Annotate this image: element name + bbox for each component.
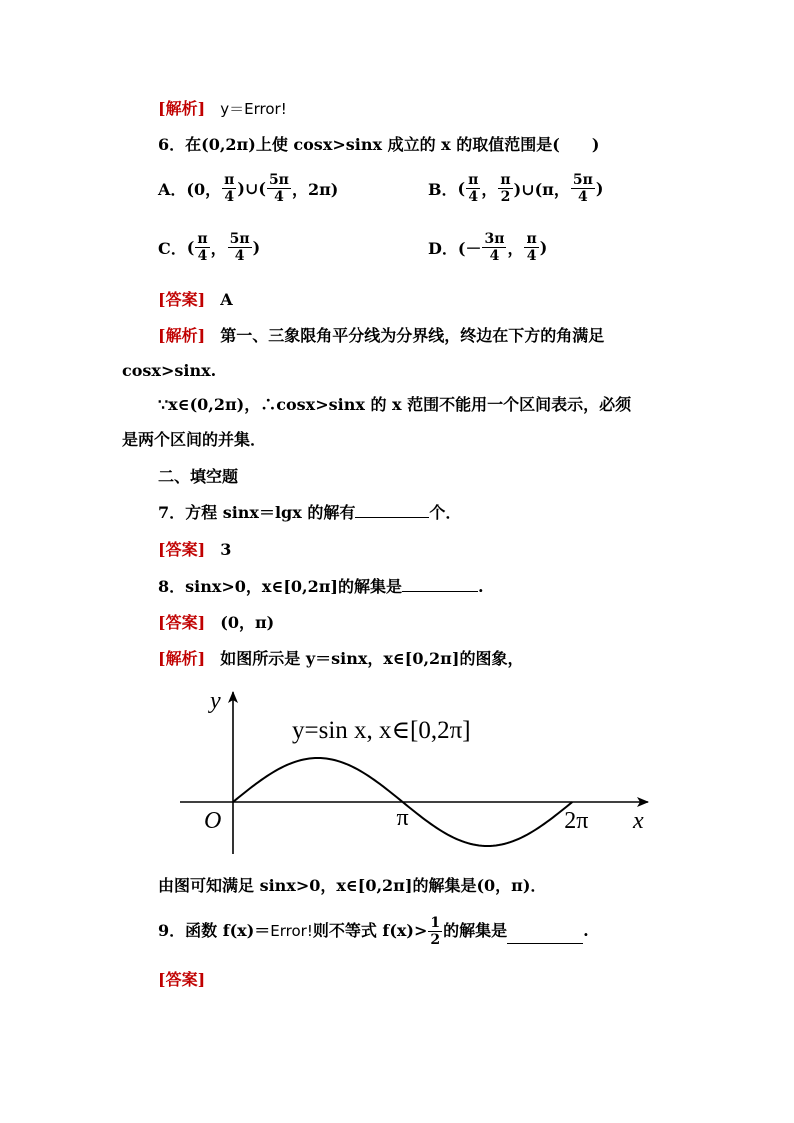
q6-option-b-frac1 (466, 172, 480, 205)
q6-option-a (158, 172, 338, 205)
q8-answer-line (158, 613, 274, 633)
answer-tag: [答案] (158, 540, 206, 559)
frac-denominator: 4 (224, 189, 235, 205)
q6-option-c-frac2 (228, 231, 252, 264)
q9-error: Error! (270, 922, 313, 940)
q6-option-d-label: D． (428, 239, 458, 258)
q7-stem-b: 个． (429, 503, 462, 522)
q9-stem-a: 9．函数 f(x)＝ (158, 921, 271, 940)
q6-option-b-label: B． (428, 180, 458, 199)
q7-stem (158, 503, 461, 523)
q6-option-c-part1: ( (186, 238, 195, 257)
q9-frac (428, 915, 442, 948)
q6-option-b-frac3 (571, 172, 595, 205)
q6-option-c (158, 231, 260, 264)
section-heading: 二、填空题 (158, 467, 239, 486)
q6-answer-line (158, 290, 233, 310)
q6-answer: A (220, 290, 233, 309)
q6-option-b-part2: ， (481, 180, 498, 199)
q6-option-c-part2: ， (210, 239, 227, 258)
q6-analysis-4: 是两个区间的并集． (122, 430, 267, 449)
analysis-tag: [解析] (158, 99, 206, 118)
q6-analysis-1: 第一、三象限角平分线为分界线，终边在下方的角满足 (220, 326, 605, 345)
answer-tag: [答案] (158, 290, 206, 309)
q6-option-a-part2: )∪( (237, 179, 266, 198)
q6-option-d-part2: ， (507, 239, 524, 258)
item5-analysis-line (158, 99, 287, 119)
q6-option-b-part4: ) (595, 179, 604, 198)
x-axis-label: x (633, 808, 644, 834)
q6-option-c-label: C． (158, 239, 187, 258)
q7-stem-a: 7．方程 sinx＝lgx 的解有 (158, 503, 356, 522)
q6-option-a-part1: (0， (186, 180, 222, 199)
frac-numerator: π (500, 172, 511, 188)
frac-denominator: 4 (197, 248, 208, 264)
frac-denominator: 4 (274, 189, 284, 205)
q8-stem (158, 577, 484, 597)
q8-stem-b: . (478, 577, 484, 596)
q9-stem-d: . (583, 921, 589, 940)
frac-denominator: 2 (500, 189, 511, 205)
analysis-tag: [解析] (158, 326, 206, 345)
q6-option-b (428, 172, 603, 205)
q6-analysis-3: ∵x∈(0,2π)，∴cosx>sinx 的 x 范围不能用一个区间表示，必须 (158, 395, 632, 414)
frac-numerator: 5π (229, 231, 250, 247)
sine-graph (170, 682, 660, 862)
q7-answer-line (158, 540, 231, 560)
q6-option-d-frac2 (524, 231, 538, 264)
answer-tag: [答案] (158, 970, 206, 989)
item5-analysis-expr: y＝Error! (220, 100, 287, 118)
origin-label: O (204, 808, 222, 834)
frac-numerator: π (468, 172, 479, 188)
y-axis-label: y (210, 688, 221, 714)
q6-option-a-label: A． (158, 180, 187, 199)
answer-tag: [答案] (158, 613, 206, 632)
q6-analysis-line (158, 326, 604, 346)
frac-denominator: 2 (430, 931, 441, 948)
q6-stem: 6．在(0,2π)上使 cosx>sinx 成立的 x 的取值范围是( ) (158, 135, 600, 154)
q7-blank (355, 517, 429, 518)
q6-analysis-2: cosx>sinx. (122, 361, 217, 380)
q6-option-b-part1: ( (457, 179, 466, 198)
frac-denominator: 4 (468, 189, 479, 205)
q6-option-c-part3: ) (252, 238, 261, 257)
analysis-tag: [解析] (158, 649, 206, 668)
q8-blank (402, 591, 478, 592)
frac-denominator: 4 (234, 248, 245, 264)
frac-numerator: 1 (430, 914, 441, 931)
q6-option-c-frac1 (195, 231, 209, 264)
frac-numerator: 5π (268, 172, 289, 188)
graph-caption: y=sin x, x∈[0,2π] (292, 717, 471, 744)
q9-blank (507, 919, 583, 944)
q6-option-b-part3: )∪(π， (513, 180, 570, 199)
tick-label-2pi: 2π (564, 808, 589, 834)
frac-denominator: 4 (489, 248, 500, 264)
q6-option-a-frac2 (267, 172, 291, 205)
tick-label-pi: π (396, 805, 409, 831)
frac-numerator: π (224, 172, 235, 188)
q8-conclusion: 由图可知满足 sinx>0，x∈[0,2π]的解集是(0，π)． (158, 876, 547, 895)
frac-numerator: 3π (484, 231, 505, 247)
frac-denominator: 4 (578, 189, 588, 205)
q8-stem-a: 8．sinx>0，x∈[0,2π]的解集是 (158, 577, 403, 596)
q6-option-d-part3: ) (539, 238, 548, 257)
q6-option-d (428, 231, 547, 264)
q7-answer: 3 (220, 540, 232, 559)
q8-analysis-line (158, 649, 523, 669)
q9-stem-c: 的解集是 (443, 921, 508, 940)
q6-option-d-frac1 (482, 231, 506, 264)
q9-stem-b: 则不等式 f(x)> (312, 921, 428, 940)
q8-answer: (0，π) (220, 613, 275, 632)
frac-numerator: π (197, 231, 208, 247)
frac-numerator: π (526, 231, 537, 247)
q9-stem (158, 912, 589, 950)
q8-analysis: 如图所示是 y＝sinx，x∈[0,2π]的图象， (220, 649, 524, 668)
q6-option-b-frac2 (498, 172, 512, 205)
q6-option-a-part3: ，2π) (291, 180, 339, 199)
q9-answer-line (158, 970, 215, 990)
frac-numerator: 5π (572, 172, 593, 188)
frac-denominator: 4 (526, 248, 537, 264)
q6-option-d-part1: (－ (457, 239, 482, 258)
q6-option-a-frac1 (222, 172, 236, 205)
